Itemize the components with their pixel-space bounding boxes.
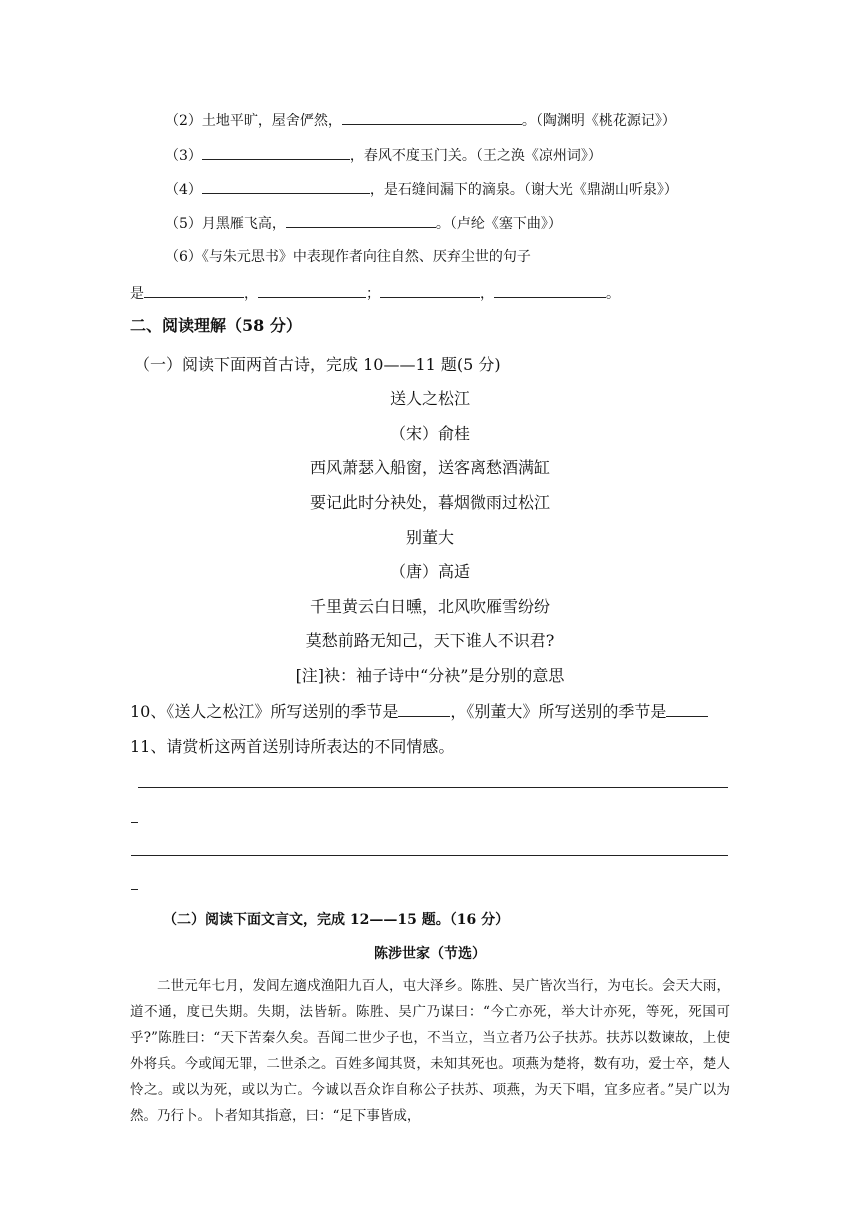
part2-title: 陈涉世家（节选） [374,946,486,962]
classical-text: 二世元年七月，发闾左適戍渔阳九百人，屯大泽乡。陈胜、吴广皆次当行，为屯长。会天大雨，道不通，度已失期。失期，法皆斩。陈胜、吴广乃谋曰：“今亡亦死，举大计亦死，等死，死国可乎?”陈胜曰：“天下苦秦久矣。吾闻二世少子也，不当立，当立者乃公子扶苏。扶苏以数谏故，上使外将兵。今或闻无罪，二世杀之。百姓多闻其贤，未知其死也。项燕为楚将，数有功，爱士卒，楚人怜之。或以为死，或以为亡。今诚以吾众诈自称公子扶苏、项燕，为天下唱，宜多应者。”吴广以为然。乃行卜。卜者知其指意，曰：“足下事皆成， [130,978,730,1124]
section-heading: 二、阅读理解（58 分） [130,316,302,335]
answer-blank[interactable] [202,179,370,194]
answer-line[interactable] [131,855,728,856]
answer-blank[interactable] [494,283,606,298]
part1-intro: （一）阅读下面两首古诗，完成 10——11 题(5 分) [134,355,501,374]
answer-blank[interactable] [258,283,366,298]
poem1-line: 要记此时分袂处，暮烟微雨过松江 [309,493,550,512]
answer-blank[interactable] [398,702,450,717]
recite-q3: （3） ，春风不度玉门关。（王之涣《凉州词》） [165,145,602,166]
recite-q6: （6）《与朱元思书》中表现作者向往自然、厌弃尘世的句子 [165,249,531,265]
answer-blank[interactable] [286,213,436,228]
poem2-line: 千里黄云白日曛，北风吹雁雪纷纷 [309,597,550,616]
answer-blank[interactable] [202,145,350,160]
poem1-title: 送人之松江 [389,389,470,408]
answer-line-tail [131,889,138,890]
question-11: 11、请赏析这两首送别诗所表达的不同情感。 [130,737,455,756]
answer-line-tail [131,822,138,823]
recite-q4: （4） ，是石缝间漏下的滴泉。（谢大光《鼎湖山听泉》） [165,179,678,200]
answer-blank[interactable] [342,110,522,125]
poem1-line: 西风萧瑟入船窗，送客离愁酒满缸 [309,458,550,477]
poem-note: [注]袂：袖子诗中“分袂”是分别的意思 [295,666,565,685]
recite-q2: （2）土地平旷，屋舍俨然， 。（陶渊明《桃花源记》） [165,110,676,131]
poem1-author: （宋）俞桂 [389,424,470,443]
answer-line[interactable] [138,787,728,788]
answer-blank[interactable] [380,283,480,298]
poem2-line: 莫愁前路无知己，天下谁人不识君? [305,631,555,650]
poem2-author: （唐）高适 [389,562,470,581]
answer-blank[interactable] [666,702,708,717]
answer-blank[interactable] [144,283,244,298]
part2-intro: （二）阅读下面文言文，完成 12——15 题。（16 分） [163,912,510,928]
recite-q5: （5）月黑雁飞高， 。（卢纶《塞下曲》） [165,213,562,234]
poem2-title: 别董大 [405,528,454,547]
recite-q6-blanks: 是 ， ； ， 。 [130,283,620,304]
question-10: 10、《送人之松江》所写送别的季节是 ，《别董大》所写送别的季节是 [130,702,708,722]
